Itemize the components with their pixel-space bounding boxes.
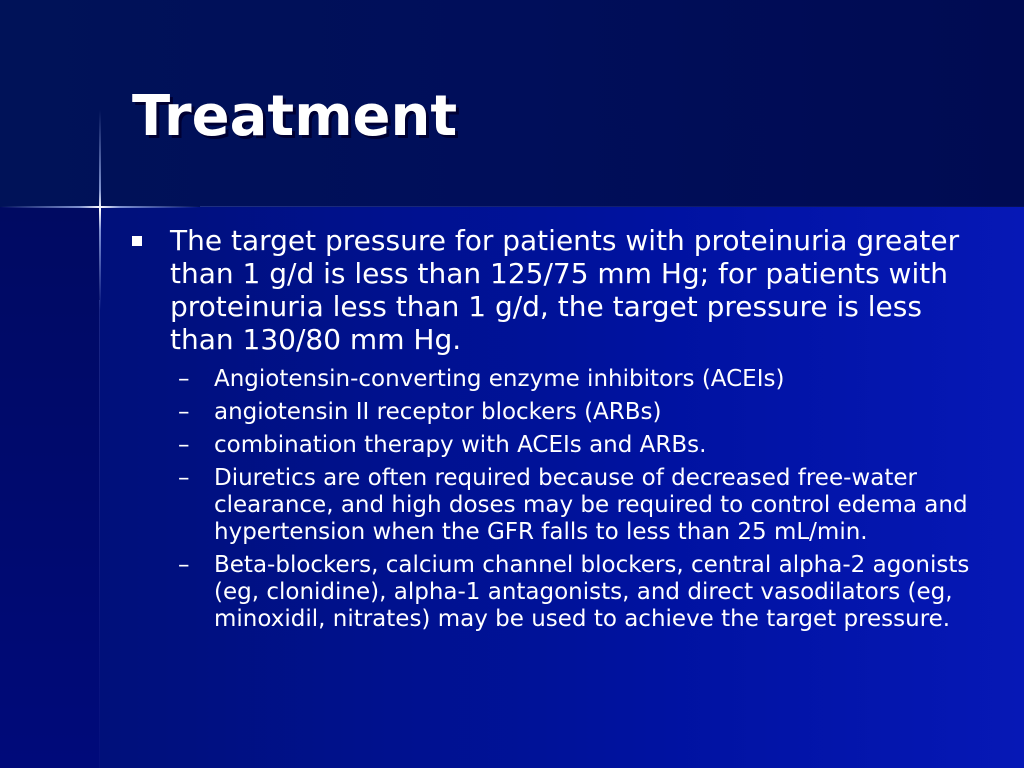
sub-bullet-item: [132, 432, 972, 459]
square-bullet-icon: [132, 236, 142, 246]
sub-bullet-text: combination therapy with ACEIs and ARBs.: [214, 432, 707, 458]
sub-bullet-text: Angiotensin-converting enzyme inhibitors (ACEIs): [214, 366, 785, 392]
sub-bullet-text: angiotensin II receptor blockers (ARBs): [214, 399, 662, 425]
sub-bullet-item: [132, 552, 972, 633]
divider-vertical: [99, 300, 100, 768]
dash-bullet-icon: –: [178, 552, 190, 578]
sub-bullet-text: Beta-blockers, calcium channel blockers, central alpha-2 agonists (eg, clonidine), alpha-1 antagonists, and direct vasodilators (eg, minoxidil, nitrates) may be used to achieve the target pressure.: [214, 552, 970, 632]
slide-title: Treatment: [132, 84, 458, 149]
sub-bullet-item: [132, 399, 972, 426]
sparkle-vertical-icon: [99, 110, 101, 310]
sub-bullet-item: [132, 465, 972, 546]
sub-bullet-text: Diuretics are often required because of decreased free-water clearance, and high doses may be required to control edema and hypertension when the GFR falls to less than 25 mL/min.: [214, 465, 968, 545]
main-bullet: [132, 224, 972, 356]
dash-bullet-icon: –: [178, 432, 190, 458]
main-bullet-text: The target pressure for patients with proteinuria greater than 1 g/d is less than 125/75 mm Hg; for patients with proteinuria less than 1 g/d, the target pressure is less than 130/80 mm Hg.: [170, 224, 960, 356]
slide-left-strip: [0, 207, 100, 768]
divider-horizontal: [200, 206, 1024, 207]
dash-bullet-icon: –: [178, 366, 190, 392]
sub-bullet-list: [132, 366, 972, 633]
sub-bullet-item: [132, 366, 972, 393]
dash-bullet-icon: –: [178, 399, 190, 425]
slide-content: [132, 224, 972, 639]
dash-bullet-icon: –: [178, 465, 190, 491]
